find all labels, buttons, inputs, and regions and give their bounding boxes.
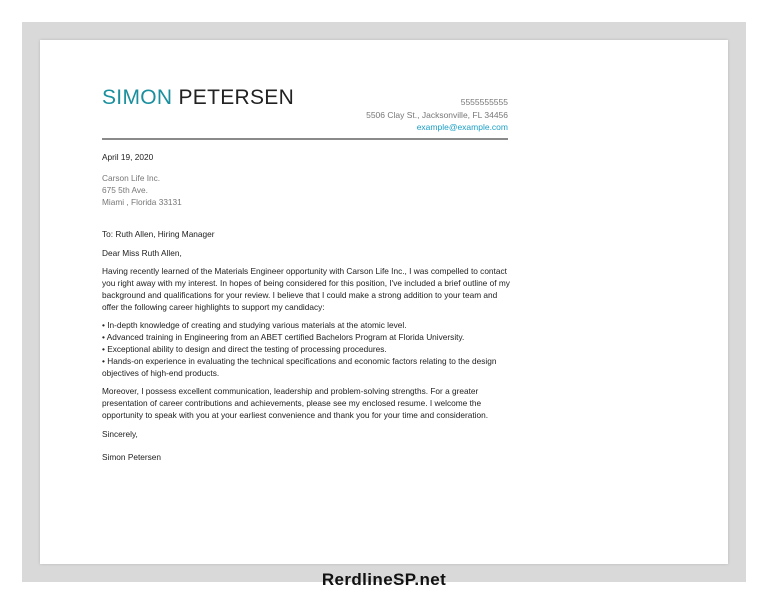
list-item: • In-depth knowledge of creating and studying various materials at the atomic level. [102, 320, 407, 330]
employer-address [102, 172, 510, 208]
employer-line: Miami , Florida 33131 [102, 197, 182, 207]
letter-body [102, 151, 510, 463]
first-name: SIMON [102, 86, 173, 109]
signature-name: Simon Petersen [102, 452, 162, 462]
applicant-name [102, 86, 294, 110]
letter-date: April 19, 2020 [102, 152, 154, 162]
contact-block [366, 96, 508, 134]
letter-page [40, 40, 728, 564]
list-item: • Exceptional ability to design and direct the testing of processing procedures. [102, 344, 387, 354]
site-watermark: RerdlineSP.net [321, 570, 447, 589]
employer-line: 675 5th Ave. [102, 185, 148, 195]
last-name: PETERSEN [178, 86, 295, 109]
highlights-list [102, 319, 510, 379]
list-item: • Advanced training in Engineering from an ABET certified Bachelors Program at Florida University. [102, 332, 465, 342]
closing-paragraph: Moreover, I possess excellent communication, leadership and problem-solving strengths. For a greater presentation of career contributions and achievements, please see my enclosed resume. I welcome the opportunity to speak with you at your earliest convenience and thank you for your time and consideration. [102, 386, 489, 420]
header-divider [102, 138, 508, 140]
list-item: • Hands-on experience in evaluating the technical specifications and economic factors relating to the design objectives of high-end products. [102, 356, 497, 378]
address: 5506 Clay St., Jacksonville, FL 34456 [366, 109, 508, 120]
signoff: Sincerely, [102, 429, 138, 439]
greeting: Dear Miss Ruth Allen, [102, 248, 182, 258]
recipient-line: To: Ruth Allen, Hiring Manager [102, 229, 215, 239]
intro-paragraph: Having recently learned of the Materials Engineer opportunity with Carson Life Inc., I was compelled to contact you right away with my interest. In hopes of being considered for this position, I've included a brief outline of my background and qualifications for your review. I believe that I could make a strong addition to your team and offer the following career highlights to support my candidacy: [102, 266, 510, 312]
employer-line: Carson Life Inc. [102, 173, 161, 183]
email: example@example.com [416, 122, 508, 132]
phone: 5555555555 [460, 97, 508, 107]
